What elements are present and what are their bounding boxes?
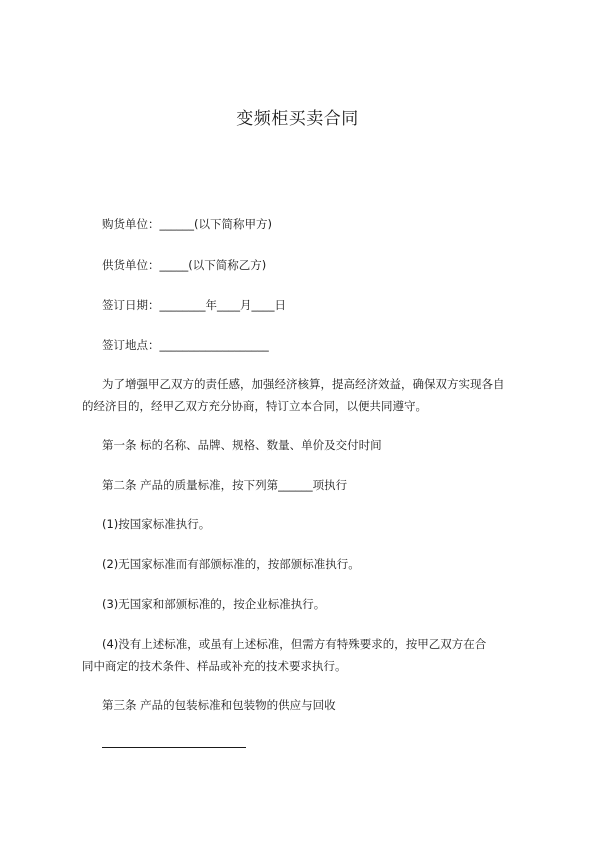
blank-fill-line [102,747,246,748]
item-4-line-2: 同中商定的技术条件、样品或补充的技术要求执行。 [82,659,347,673]
intro-line-1: 为了增强甲乙双方的责任感，加强经济核算，提高经济效益，确保双方实现各自 [102,377,505,391]
buyer-line: 购货单位：______(以下简称甲方) [102,217,272,231]
article-3: 第三条 产品的包装标准和包装物的供应与回收 [102,698,336,712]
intro-line-2: 的经济目的，经甲乙双方充分协商，特订立本合同，以便共同遵守。 [82,399,427,413]
seller-line: 供货单位：_____(以下简称乙方) [102,258,267,272]
article-2: 第二条 产品的质量标准，按下列第______项执行 [102,478,348,492]
item-2: (2)无国家标准而有部颁标准的，按部颁标准执行。 [102,557,360,571]
article-1: 第一条 标的名称、品牌、规格、数量、单价及交付时间 [102,438,382,452]
sign-date-line: 签订日期：________年____月____日 [102,298,286,312]
item-3: (3)无国家和部颁标准的，按企业标准执行。 [102,597,326,611]
sign-place-line: 签订地点：___________________ [102,338,269,352]
item-4-line-1: (4)没有上述标准，或虽有上述标准，但需方有特殊要求的，按甲乙双方在合 [102,637,487,651]
item-1: (1)按国家标准执行。 [102,517,211,531]
document-title: 变频柜买卖合同 [236,109,359,129]
